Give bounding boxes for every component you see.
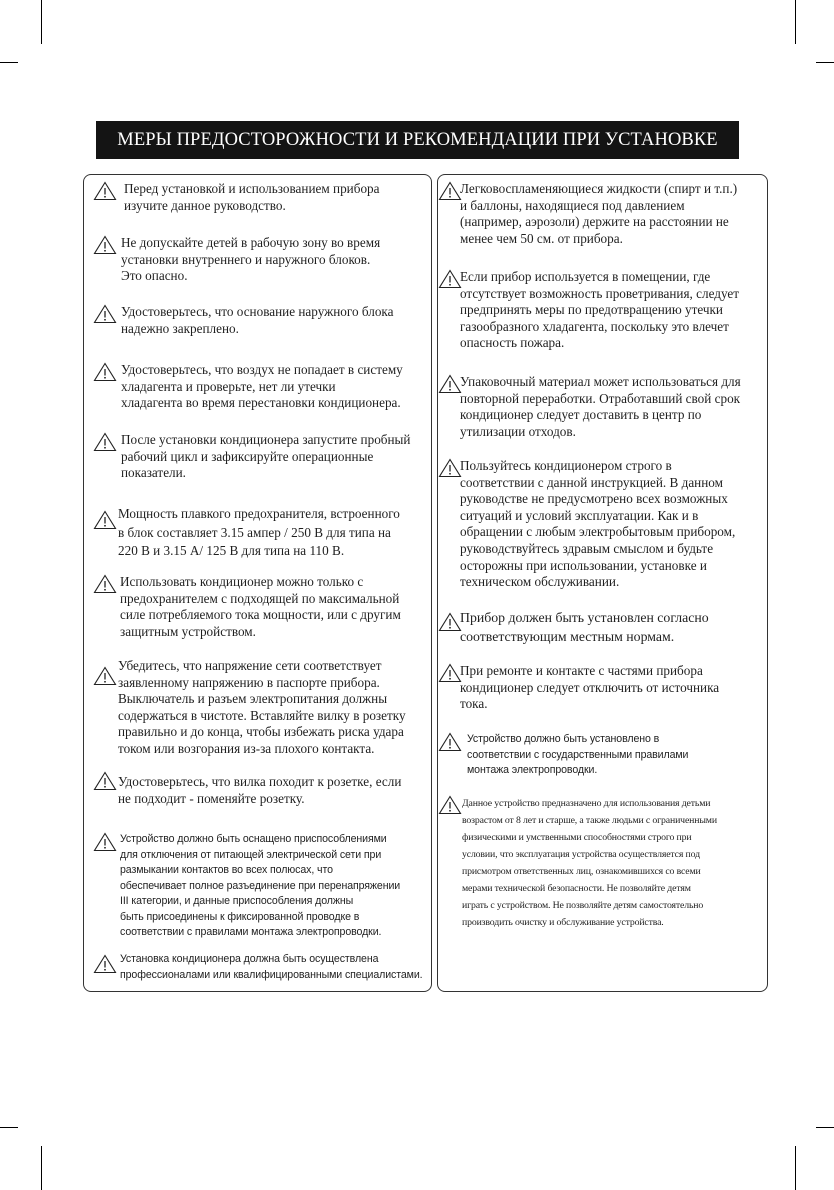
precaution-item (440, 374, 765, 440)
crop-mark (816, 62, 834, 63)
precaution-text: При ремонте и контакте с частями прибора кондиционер следует отключить от источника тока. (460, 663, 720, 712)
warning-triangle-icon (93, 666, 117, 686)
crop-mark (0, 1127, 18, 1128)
precaution-item (93, 574, 428, 640)
warning-triangle-icon (438, 458, 462, 478)
precaution-text: Легковоспламеняющиеся жидкости (спирт и т.п.) и баллоны, находящиеся под давлением (например, аэрозоли) держите на расстоянии не менее чем 50 см. от прибора. (460, 181, 738, 246)
warning-triangle-icon (438, 795, 462, 815)
warning-triangle-icon (93, 362, 117, 382)
precaution-text: Прибор должен быть установлен согласно соответствующим местным нормам. (460, 610, 709, 644)
precaution-item (93, 832, 425, 941)
precaution-text: Устройство должно быть установлено в соответствии с государственными правилами монтажа электропроводки. (467, 733, 689, 776)
precaution-text: Устройство должно быть оснащено приспособлениями для отключения от питающей электрической сети при размыкании контактов во всех полюсах, что обеспечивает полное разъединение при перенапряжении III категории, и данные приспособления должны быть присоединены к фиксированной проводке в соответствии с правилами монтажа электропроводки. (120, 833, 401, 938)
precaution-text: Удостоверьтесь, что воздух не попадает в систему хладагента и проверьте, нет ли утечки хладагента во время перестановки кондиционера. (121, 362, 403, 411)
precaution-text: Удостоверьтесь, что вилка походит к розетке, если не подходит - поменяйте розетку. (118, 774, 402, 806)
precaution-item (93, 235, 423, 285)
crop-mark (41, 1146, 42, 1190)
warning-triangle-icon (93, 574, 117, 594)
precaution-text: Установка кондиционера должна быть осуществлена профессионалами или квалифицированными специалистами. (120, 953, 423, 981)
crop-mark (41, 0, 42, 44)
precaution-item (93, 505, 428, 561)
warning-triangle-icon (93, 832, 117, 852)
precaution-text: После установки кондиционера запустите пробный рабочий цикл и зафиксируйте операционные показатели. (121, 432, 411, 481)
precaution-item (93, 951, 428, 983)
warning-triangle-icon (93, 304, 117, 324)
crop-mark (795, 1146, 796, 1190)
precaution-item (440, 609, 765, 646)
precaution-text: Мощность плавкого предохранителя, встроенного в блок составляет 3.15 ампер / 250 В для типа на 220 В и 3.15 А/ 125 В для типа на 110 В. (118, 506, 400, 558)
precaution-item (440, 269, 765, 352)
crop-mark (795, 0, 796, 44)
warning-triangle-icon (93, 235, 117, 255)
precaution-item (440, 732, 758, 779)
precaution-item (93, 432, 428, 482)
precaution-text: Данное устройство предназначено для использования детьми возрастом от 8 лет и старше, а также людьми с ограниченными физическими и умственными способностями строго при условии, что эксплуатация устройства осуществляется под присмотром ответственных лиц, ознакомившихся со всеми мерами технической безопасности. Не позволяйте детям играть с устройством. Не позволяйте детям самостоятельно производить очистку и обслуживание устройства. (462, 798, 717, 928)
warning-triangle-icon (93, 771, 117, 791)
warning-triangle-icon (438, 612, 462, 632)
precaution-item (93, 304, 423, 337)
precaution-text: Упаковочный материал может использоваться для повторной переработки. Отработавший свой срок кондиционер следует доставить в центр по утилизации отходов. (460, 374, 741, 439)
precaution-item (440, 458, 765, 591)
crop-mark (0, 62, 18, 63)
precaution-item (93, 181, 423, 214)
precaution-text: Перед установкой и использованием прибора изучите данное руководство. (124, 181, 380, 213)
precaution-item (440, 795, 766, 931)
precaution-text: Не допускайте детей в рабочую зону во время установки внутреннего и наружного блоков. Это опасно. (121, 235, 381, 284)
precaution-item (440, 663, 765, 713)
warning-triangle-icon (93, 954, 117, 974)
warning-triangle-icon (93, 432, 117, 452)
precaution-item (93, 774, 428, 807)
warning-triangle-icon (438, 181, 462, 201)
precaution-item (93, 658, 428, 758)
precaution-item (440, 181, 765, 247)
crop-mark (816, 1127, 834, 1128)
warning-triangle-icon (438, 732, 462, 752)
precaution-text: Если прибор используется в помещении, где отсутствует возможность проветривания, следует предпринять меры по предотвращению утечки газообразного хладагента, поскольку это влечет опасность пожара. (460, 269, 740, 351)
warning-triangle-icon (93, 181, 117, 201)
warning-triangle-icon (438, 269, 462, 289)
warning-triangle-icon (438, 374, 462, 394)
precaution-text: Убедитесь, что напряжение сети соответствует заявленному напряжению в паспорте прибора. Выключатель и разъем электропитания должны содержаться в чистоте. Вставляйте вилку в розетку правильно и до конца, чтобы избежать риска удара током или возгорания из-за плохого контакта. (118, 658, 406, 756)
precaution-text: Пользуйтесь кондиционером строго в соответствии с данной инструкцией. В данном руководстве не предусмотрено всех возможных ситуаций и условий эксплуатации. Как и в обращении с любым электробытовым прибором, руководствуйтесь здравым смыслом и будьте осторожны при использовании, установке и техническом обслуживании. (460, 458, 736, 590)
precaution-text: Использовать кондиционер можно только с предохранителем с подходящей по максимальной силе потребляемого тока мощности, или с другим защитным устройством. (120, 574, 401, 639)
warning-triangle-icon (438, 663, 462, 683)
precaution-item (93, 362, 428, 412)
precaution-text: Удостоверьтесь, что основание наружного блока надежно закреплено. (121, 304, 394, 336)
page-title: МЕРЫ ПРЕДОСТОРОЖНОСТИ И РЕКОМЕНДАЦИИ ПРИ УСТАНОВКЕ (96, 121, 739, 159)
warning-triangle-icon (93, 510, 117, 530)
